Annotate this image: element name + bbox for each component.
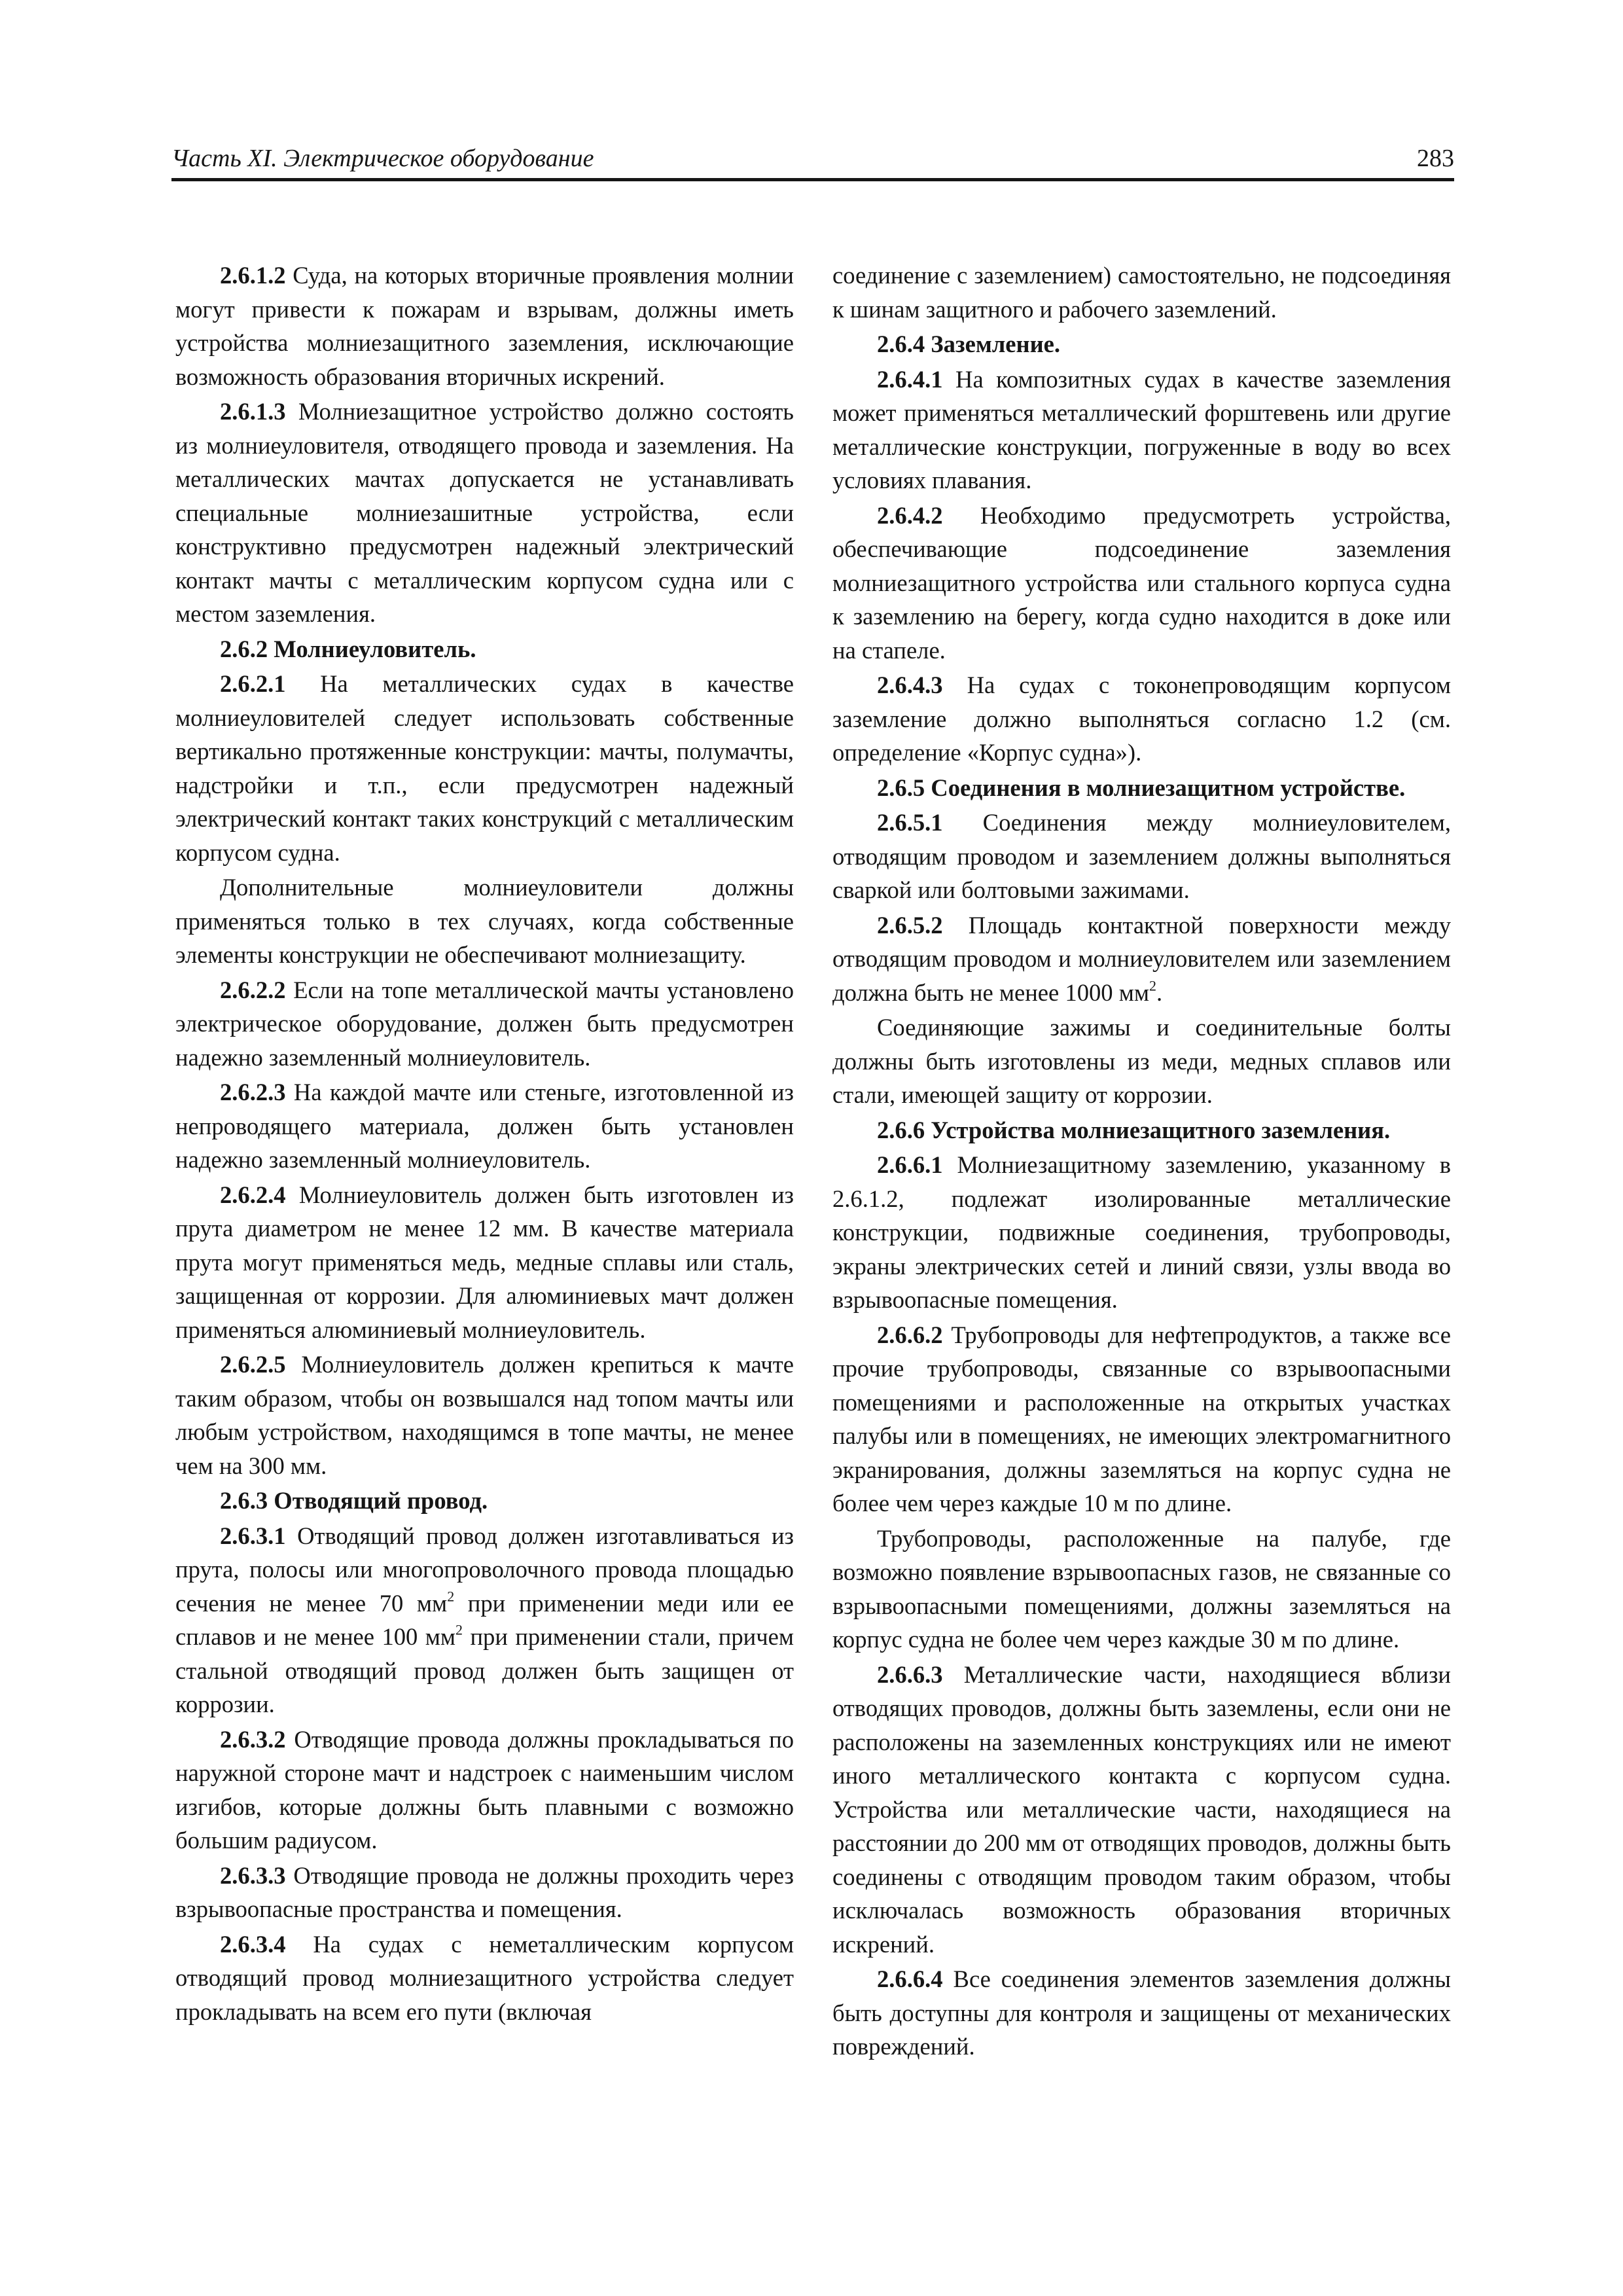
paragraph-deck-pipelines: [832, 1522, 1451, 1657]
paragraph-text: Отводящие провода не должны проходить через взрывоопасные пространства и помещения.: [175, 1861, 794, 1922]
paragraph-text: Дополнительные молниеуловители должны применяться только в тех случаях, когда собственные элементы конструкции не обеспечивают молниезащиту.: [175, 874, 794, 968]
paragraph-2-6-6-4: [832, 1962, 1451, 2064]
paragraph-2-6-5-2: [832, 908, 1451, 1010]
clause-number: 2.6.2.5: [220, 1351, 286, 1378]
paragraph-2-6-6-2: [832, 1318, 1451, 1520]
paragraph-text: Трубопроводы для нефтепродуктов, а также все прочие трубопроводы, связанные со взрывоопасными помещениями и расположенные на открытых участках палубы или в помещениях, не имеющих электромагнитного экранирования, должны заземляться на корпус судна не более чем через каждые 10 м по длине.: [832, 1321, 1451, 1516]
superscript: 2: [447, 1588, 455, 1605]
superscript: 2: [455, 1621, 463, 1638]
paragraph-text: Площадь контактной поверхности между отводящим проводом и молниеуловителем или заземлением должна быть не менее 1000 мм: [832, 911, 1451, 1006]
clause-number: 2.6.5.1: [877, 809, 943, 836]
paragraph-2-6-1-2: [175, 259, 794, 393]
clause-number: 2.6.3.2: [220, 1725, 286, 1753]
clause-number: 2.6.6.1: [877, 1151, 943, 1178]
clause-number: 2.6.6.2: [877, 1321, 943, 1348]
section-heading-2-6-3: 2.6.3 Отводящий провод.: [220, 1487, 488, 1514]
clause-number: 2.6.6.3: [877, 1660, 943, 1688]
clause-number: 2.6.2.1: [220, 670, 286, 697]
paragraph-text: Соединения между молниеуловителем, отводящим проводом и заземлением должны выполняться сваркой или болтовыми зажимами.: [832, 809, 1451, 903]
paragraph-text: На композитных судах в качестве заземления может применяться металлический форштевень или другие металлические конструкции, погруженные в воду во всех условиях плавания.: [832, 365, 1451, 493]
paragraph-text: Необходимо предусмотреть устройства, обеспечивающие подсоединение заземления молниезащитного устройства или стального корпуса судна к заземлению на берегу, когда судно находится в доке или на стапеле.: [832, 501, 1451, 664]
clause-number: 2.6.1.2: [220, 262, 286, 289]
paragraph-text: На металлических судах в качестве молниеуловителей следует использовать собственные вертикально протяженные конструкции: мачты, полумачты, надстройки и т.п., если предусмотрен надежный электрический контакт таких конструкций с металлическим корпусом судна.: [175, 670, 794, 866]
clause-number: 2.6.4.1: [877, 365, 943, 393]
paragraph-2-6-2-2: [175, 973, 794, 1075]
paragraph-2-6-2-1: [175, 667, 794, 869]
clause-number: 2.6.2.3: [220, 1079, 286, 1105]
paragraph-text: при применении меди или ее сплавов и не менее 100 мм: [175, 1589, 794, 1650]
clause-number: 2.6.6.4: [877, 1965, 943, 1992]
paragraph-text: Трубопроводы, расположенные на палубе, где возможно появление взрывоопасных газов, не связанные со взрывоопасными помещениями, должны заземляться на корпус судна не более чем через каждые 30 м по длине.: [832, 1524, 1451, 1653]
section-heading-2-6-2: 2.6.2 Молниеуловитель.: [220, 635, 476, 662]
clause-number: 2.6.3.1: [220, 1522, 286, 1549]
paragraph-2-6-2-3: [175, 1075, 794, 1177]
clause-number: 2.6.1.3: [220, 398, 286, 425]
left-column: [175, 259, 794, 2030]
paragraph-connecting-clamps: [832, 1011, 1451, 1112]
paragraph-2-6-4-3: [832, 668, 1451, 770]
section-heading-2-6-6: 2.6.6 Устройства молниезащитного заземления.: [877, 1116, 1391, 1143]
paragraph-text: при применении стали, причем стальной отводящий провод должен быть защищен от коррозии.: [175, 1623, 794, 1717]
paragraph-text: Суда, на которых вторичные проявления молнии могут привести к пожарам и взрывам, должны иметь устройства молниезащитного заземления, исключающие возможность образования вторичных искрений.: [175, 262, 794, 390]
right-column: [832, 259, 1451, 2065]
paragraph-2-6-3-3: [175, 1859, 794, 1926]
paragraph-text: На каждой мачте или стеньге, изготовленной из непроводящего материала, должен быть установлен надежно заземленный молниеуловитель.: [175, 1079, 794, 1173]
paragraph-additional-lightning-rods: [175, 870, 794, 972]
paragraph-text: Все соединения элементов заземления должны быть доступны для контроля и защищены от механических повреждений.: [832, 1965, 1451, 2060]
paragraph-text: На судах с неметаллическим корпусом отводящий провод молниезащитного устройства следует прокладывать на всем его пути (включая: [175, 1930, 794, 2025]
paragraph-text: Если на топе металлической мачты установлено электрическое оборудование, должен быть предусмотрен надежно заземленный молниеуловитель.: [175, 976, 794, 1071]
clause-number: 2.6.5.2: [877, 911, 943, 939]
clause-number: 2.6.2.2: [220, 976, 286, 1003]
paragraph-text: соединение с заземлением) самостоятельно, не подсоединяя к шинам защитного и рабочего заземлений.: [832, 262, 1451, 323]
paragraph-text: Молниезащитному заземлению, указанному в 2.6.1.2, подлежат изолированные металлические конструкции, подвижные соединения, трубопроводы, экраны электрических сетей и линий связи, узлы ввода во взрывоопасные помещения.: [832, 1151, 1451, 1313]
paragraph-2-6-6-3: [832, 1658, 1451, 1962]
section-heading-2-6-5: 2.6.5 Соединения в молниезащитном устройстве.: [877, 774, 1406, 801]
header-title: Часть XI. Электрическое оборудование: [171, 145, 594, 172]
paragraph-2-6-4-1: [832, 363, 1451, 497]
paragraph-text: Соединяющие зажимы и соединительные болты должны быть изготовлены из меди, медных сплавов или стали, имеющей защиту от коррозии.: [832, 1014, 1451, 1108]
paragraph-2-6-4-2: [832, 499, 1451, 668]
paragraph-text: Молниеуловитель должен крепиться к мачте таким образом, чтобы он возвышался над топом мачты или любым устройством, находящимся в топе мачты, не менее чем на 300 мм.: [175, 1351, 794, 1479]
paragraph-2-6-5-1: [832, 806, 1451, 907]
clause-number: 2.6.4.3: [877, 672, 943, 698]
superscript: 2: [1149, 977, 1157, 994]
paragraph-text: Отводящие провода должны прокладываться по наружной стороне мачт и надстроек с наименьшим числом изгибов, которые должны быть плавными с возможно большим радиусом.: [175, 1725, 794, 1854]
paragraph-2-6-1-3: [175, 395, 794, 631]
paragraph-text: Отводящий провод должен изготавливаться из прута, полосы или многопроволочного провода площадью сечения не менее 70 мм: [175, 1522, 794, 1617]
paragraph-text: .: [1156, 978, 1163, 1006]
paragraph-text: Металлические части, находящиеся вблизи отводящих проводов, должны быть заземлены, если они не расположены на заземленных конструкциях или не имеют иного металлического контакта с корпусом судна. Устройства или металлические части, находящиеся на расстоянии до 200 мм от отводящих проводов, должны быть соединены с отводящим проводом таким образом, чтобы исключалась возможность образования вторичных искрений.: [832, 1660, 1451, 1958]
clause-number: 2.6.3.4: [220, 1930, 286, 1958]
paragraph-2-6-2-4: [175, 1178, 794, 1347]
clause-number: 2.6.2.4: [220, 1181, 286, 1208]
paragraph-text: Молниезащитное устройство должно состоять из молниеуловителя, отводящего провода и заземления. На металлических мачтах допускается не устанавливать специальные молниезашитные устройства, если конструктивно предусмотрен надежный электрический контакт мачты с металлическим корпусом судна или с местом заземления.: [175, 398, 794, 627]
paragraph-2-6-3-4: [175, 1928, 794, 2029]
paragraph-2-6-3-2: [175, 1723, 794, 1857]
paragraph-2-6-6-1: [832, 1148, 1451, 1317]
paragraph-continuation: [832, 259, 1451, 326]
page-number: 283: [1417, 145, 1454, 172]
paragraph-2-6-3-1: [175, 1519, 794, 1721]
clause-number: 2.6.4.2: [877, 501, 943, 529]
paragraph-text: На судах с токонепроводящим корпусом заземление должно выполняться согласно 1.2 (см. определение «Корпус судна»).: [832, 672, 1452, 766]
running-header: [171, 144, 1454, 181]
paragraph-2-6-2-5: [175, 1348, 794, 1482]
clause-number: 2.6.3.3: [220, 1861, 286, 1889]
section-heading-2-6-4: 2.6.4 Заземление.: [877, 331, 1061, 357]
paragraph-text: Молниеуловитель должен быть изготовлен из прута диаметром не менее 12 мм. В качестве материала прута могут применяться медь, медные сплавы или сталь, защищенная от коррозии. Для алюминиевых мачт должен применяться алюминиевый молниеуловитель.: [175, 1181, 794, 1343]
